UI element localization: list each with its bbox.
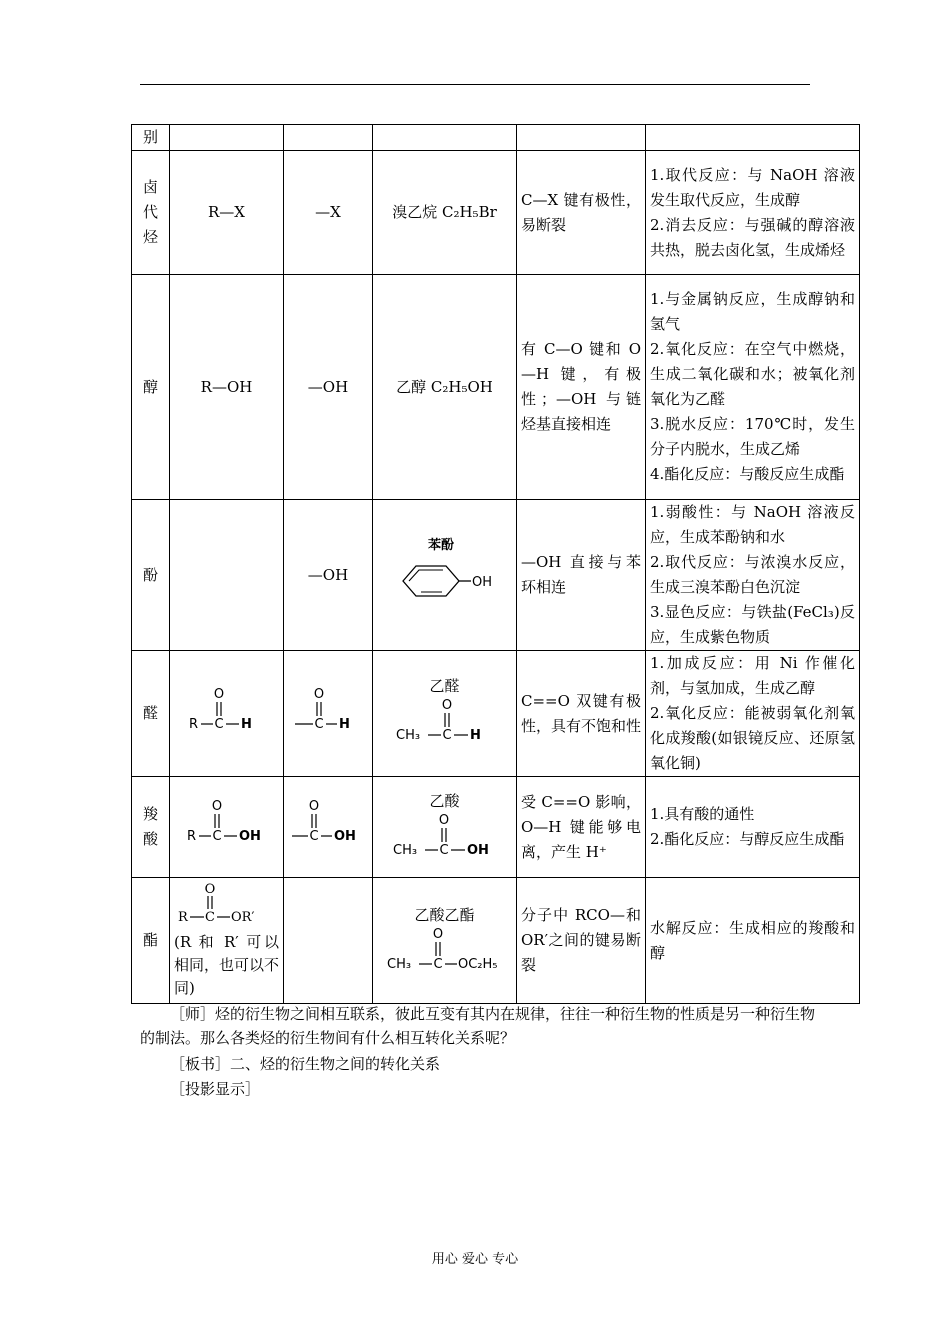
representative-caption: 乙酸 [429,792,460,810]
svg-text:C: C [205,910,215,925]
ring-double-bond [409,570,443,581]
svg-text:O: O [438,813,449,828]
svg-text:OH: OH [466,843,489,858]
svg-text:O: O [432,926,443,942]
functional-group [284,651,373,777]
properties-cell [646,777,860,878]
board-note: ［板书］二、烃的衍生物之间的转化关系 [170,1055,441,1073]
property-item: 2.取代反应：与浓溴水反应，生成三溴苯酚白色沉淀 [650,553,855,596]
svg-text:H: H [339,716,350,732]
svg-text:C: C [211,829,222,844]
structure-feature: —OH 直接与苯环相连 [517,500,646,651]
property-item: 2.氧化反应：能被弱氧化剂氧化成羧酸(如银镜反应、还原氢氧化铜) [650,704,855,772]
acetic-acid-structure [387,812,503,864]
carboxylic-acid-formula [177,796,277,858]
ester-formula [174,881,274,931]
svg-text:OC₂H₅: OC₂H₅ [457,956,498,972]
representative: 溴乙烷 C₂H₅Br [373,151,517,275]
acetaldehyde-structure [390,697,500,753]
svg-text:O: O [441,697,452,713]
representative [373,878,517,1004]
property-item: 2.消去反应：与强碱的醇溶液共热，脱去卤化氢，生成烯烃 [650,215,855,259]
property-item: 2.酯化反应：与醇反应生成酯 [650,830,845,848]
representative [373,651,517,777]
table-row [132,275,860,500]
table-row [132,777,860,878]
header-cell: 别 [132,125,170,151]
phenol-structure [385,535,505,615]
property-item: 3.显色反应：与铁盐(FeCl₃)反应，生成紫色物质 [650,603,855,646]
representative-caption: 乙酸乙酯 [414,905,475,924]
svg-text:CH₃: CH₃ [392,843,417,858]
properties-cell [646,878,860,1004]
representative: 乙醇 C₂H₅OH [373,275,517,500]
svg-text:R: R [188,716,198,732]
general-formula: R—X [170,151,284,275]
functional-group: —OH [284,500,373,651]
properties-cell [646,151,860,275]
representative-caption: 乙醛 [429,676,460,695]
svg-text:CH₃: CH₃ [386,956,411,972]
properties-cell [646,651,860,777]
projection-note: ［投影显示］ [170,1080,261,1098]
property-item: 1.弱酸性：与 NaOH 溶液反应，生成苯酚钠和水 [650,503,855,546]
body-paragraph: ［师］烃的衍生物之间相互联系，彼此互变有其内在规律，往往一种衍生物的性质是另一种衍生物的制法。那么各类烃的衍生物间有什么相互转化关系呢？ [140,1005,816,1047]
category-cell: 卤代烃 [142,178,158,246]
table-row [132,151,860,275]
general-formula [170,878,284,1004]
structure-feature: C==O 双键有极性，具有不饱和性 [517,651,646,777]
svg-text:O: O [213,686,224,702]
table-row [132,878,860,1004]
category-cell: 醇 [142,377,158,396]
representative [373,500,517,651]
property-item: 水解反应：生成相应的羧酸和醇 [650,918,855,962]
svg-text:O: O [204,882,216,897]
general-formula: R—OH [170,275,284,500]
general-formula [170,777,284,878]
property-item: 1.与金属钠反应，生成醇钠和氢气 [650,290,855,333]
svg-text:H: H [240,716,252,732]
structure-feature: 受 C==O 影响，O—H 键能够电离，产生 H⁺ [517,777,646,878]
svg-text:R: R [186,829,196,844]
svg-text:C: C [441,727,452,743]
functional-group: —X [284,151,373,275]
category-cell: 酯 [142,931,158,949]
svg-text:C: C [438,843,449,858]
property-item: 3.脱水反应：170℃时，发生分子内脱水，生成乙烯 [650,415,855,458]
structure-feature: 分子中 RCO—和 OR′之间的键易断裂 [517,878,646,1004]
functional-group: —OH [284,275,373,500]
properties-cell [646,500,860,651]
oh-label: OH [471,575,492,590]
functional-group [284,878,373,1004]
functional-group [284,777,373,878]
phenol-caption: 苯酚 [427,538,454,553]
property-item: 1.具有酸的通性 [650,805,755,823]
property-item: 1.加成反应：用 Ni 作催化剂，与氢加成，生成乙醇 [650,654,855,697]
svg-text:O: O [313,686,325,702]
property-item: 4.酯化反应：与酸反应生成酯 [650,465,845,483]
svg-text:CH₃: CH₃ [395,727,420,743]
svg-text:C: C [309,829,319,844]
svg-text:O: O [308,799,320,814]
svg-text:C: C [432,956,443,972]
svg-text:OH: OH [238,829,261,844]
carboxyl-group [288,796,368,858]
svg-text:O: O [211,799,222,814]
svg-text:OH: OH [334,829,356,844]
page-footer: 用心 爱心 专心 [431,1252,519,1267]
svg-text:C: C [314,716,324,732]
table-row [132,651,860,777]
category-cell: 羧酸 [142,805,158,848]
svg-text:OR′: OR′ [231,910,255,925]
svg-text:H: H [469,727,481,743]
aldehyde-formula [179,682,275,746]
structure-feature: 有 C—O 键和 O—H 键，有极性；—OH 与链烃基直接相连 [517,275,646,500]
structure-feature: C—X 键有极性，易断裂 [517,151,646,275]
category-cell: 醛 [142,704,158,722]
general-formula [170,651,284,777]
svg-text:R: R [178,910,188,925]
svg-text:C: C [213,716,224,732]
derivatives-table [131,124,860,1004]
property-item: 2.氧化反应：在空气中燃烧，生成二氧化碳和水；被氧化剂氧化为乙醛 [650,340,855,408]
aldehyde-group [289,682,367,746]
representative [373,777,517,878]
header-rule [140,84,810,85]
table-row [132,500,860,651]
properties-cell [646,275,860,500]
ethyl-acetate-structure [381,926,509,978]
category-cell: 酚 [142,565,158,584]
property-item: 1.取代反应：与 NaOH 溶液发生取代反应，生成醇 [650,165,855,209]
table-row [132,125,860,151]
general-formula [170,500,284,651]
ester-note: (R 和 R′ 可以相同，也可以不同) [174,933,280,997]
